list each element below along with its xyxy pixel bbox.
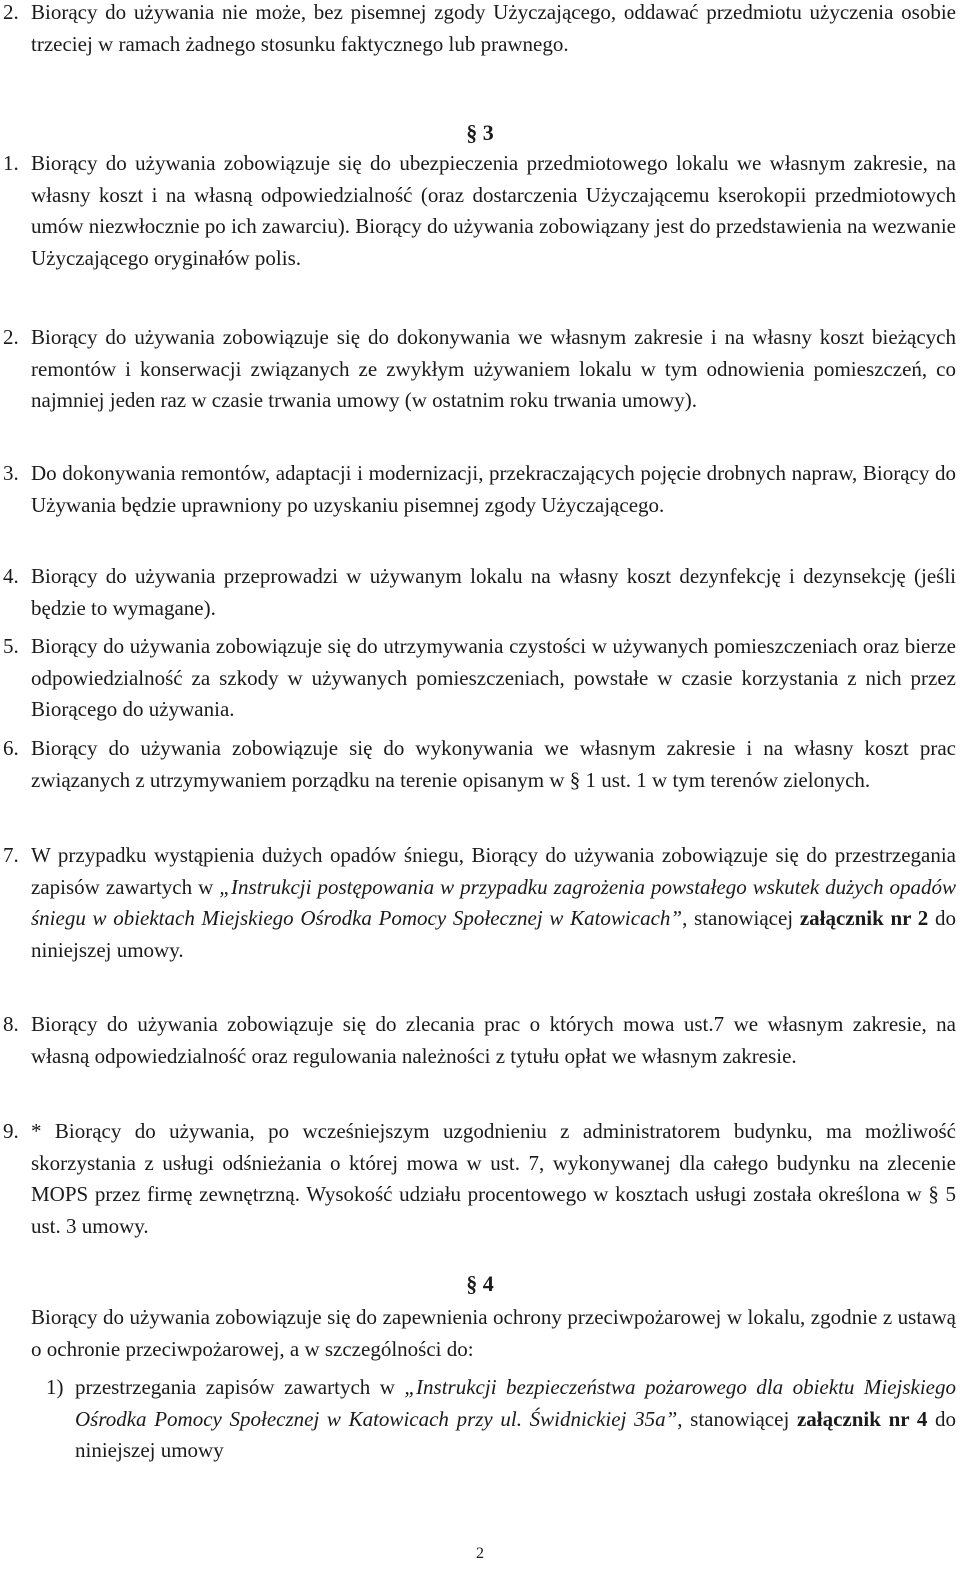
paragraph-text: Biorący do używania zobowiązuje się do ubezpieczenia przedmiotowego lokalu we własnym zakresie, na własny koszt i na własną odpowiedzialność (oraz dostarczenia Użyczającemu kserokopii przedmiotowych umów niezwłocznie po ich zawarciu). Biorący do używania zobowiązany jest do przedstawienia na wezwanie Użyczającego oryginałów polis. <box>31 151 956 270</box>
section-4-intro <box>0 1302 956 1365</box>
paragraph-text: Biorący do używania zobowiązuje się do utrzymywania czystości w używanych pomieszczeniach oraz bierze odpowiedzialność za szkody w używanych pomieszczeniach, powstałe w czasie korzystania z nich przez Biorącego do używania. <box>31 634 956 722</box>
paragraph-3-1 <box>0 148 956 274</box>
text-segment: do niniejszej umowy <box>75 1406 957 1463</box>
instruction-title: „Instrukcji bezpieczeństwa pożarowego dla obiektu Miejskiego Ośrodka Pomocy Społecznej w Katowicach przy ul. Świdnickiej 35a” <box>75 1375 957 1431</box>
paragraph-number: 9. <box>3 1119 19 1143</box>
paragraph-text: Biorący do używania zobowiązuje się do dokonywania we własnym zakresie i na własny koszt bieżących remontów i konserwacji związanych ze zwykłym używaniem lokalu w tym odnowienia pomieszczeń, co najmniej jeden raz w czasie trwania umowy (w ostatnim roku trwania umowy). <box>31 325 956 413</box>
paragraph-3-8 <box>0 1009 956 1072</box>
text-segment: W przypadku wystąpienia dużych opadów śniegu, Biorący do używania zobowiązuje się do przestrzegania zapisów zawartych w <box>31 843 956 899</box>
paragraph-text: Biorący do używania przeprowadzi w używanym lokalu na własny koszt dezynfekcję i dezynsekcję (jeśli będzie to wymagane). <box>31 564 956 620</box>
paragraph-text: Biorący do używania zobowiązuje się do wykonywania we własnym zakresie i na własny koszt prac związanych z utrzymywaniem porządku na terenie opisanym w § 1 ust. 1 w tym terenów zielonych. <box>31 736 956 792</box>
paragraph-number: 3. <box>3 461 19 485</box>
paragraph-3-7 <box>0 840 956 966</box>
paragraph-text <box>31 840 956 966</box>
text-segment: , stanowiącej <box>682 906 800 931</box>
text-segment: , stanowiącej <box>677 1406 797 1431</box>
paragraph-3-3 <box>0 458 956 521</box>
paragraph-number: 1. <box>3 151 19 175</box>
paragraph-3-6 <box>0 733 956 796</box>
paragraph-text: Biorący do używania nie może, bez pisemnej zgody Użyczającego, oddawać przedmiotu użyczenia osobie trzeciej w ramach żadnego stosunku faktycznego lub prawnego. <box>31 0 956 56</box>
paragraph-3-4 <box>0 561 956 624</box>
paragraph-number: 5. <box>3 634 19 658</box>
list-item-1 <box>0 1372 956 1467</box>
page-number: 2 <box>476 1545 484 1562</box>
attachment-reference: załącznik nr 2 <box>799 906 929 931</box>
paragraph-number: 6. <box>3 736 19 760</box>
paragraph-2-previous <box>0 0 956 60</box>
paragraph-number: 2. <box>3 325 19 349</box>
paragraph-number: 2. <box>3 0 19 24</box>
list-item-number: 1) <box>46 1375 64 1399</box>
paragraph-3-2 <box>0 322 956 417</box>
paragraph-3-9 <box>0 1116 956 1242</box>
paragraph-number: 7. <box>3 843 19 867</box>
section-4-heading: § 4 <box>466 1271 494 1296</box>
list-item-text <box>75 1372 956 1467</box>
paragraph-text: Biorący do używania zobowiązuje się do zapewnienia ochrony przeciwpożarowej w lokalu, zgodnie z ustawą o ochronie przeciwpożarowej, a w szczególności do: <box>31 1305 956 1361</box>
section-3-heading: § 3 <box>466 120 494 145</box>
attachment-reference: załącznik nr 4 <box>796 1406 928 1431</box>
paragraph-3-5 <box>0 631 956 726</box>
text-segment: przestrzegania zapisów zawartych w <box>75 1375 405 1399</box>
instruction-title: „Instrukcji postępowania w przypadku zagrożenia powstałego wskutek dużych opadów śniegu w obiektach Miejskiego Ośrodka Pomocy Społecznej w Katowicach” <box>31 874 956 931</box>
paragraph-text: * Biorący do używania, po wcześniejszym uzgodnieniu z administratorem budynku, ma możliwość skorzystania z usługi odśnieżania o której mowa w ust. 7, wykonywanej dla całego budynku na zlecenie MOPS przez firmę zewnętrzną. Wysokość udziału procentowego w kosztach usługi została określona w § 5 ust. 3 umowy. <box>31 1119 956 1238</box>
paragraph-number: 8. <box>3 1012 19 1036</box>
paragraph-text: Biorący do używania zobowiązuje się do zlecania prac o których mowa ust.7 we własnym zakresie, na własną odpowiedzialność oraz regulowania należności z tytułu opłat we własnym zakresie. <box>31 1012 956 1068</box>
text-segment: do niniejszej umowy. <box>31 906 956 962</box>
paragraph-text: Do dokonywania remontów, adaptacji i modernizacji, przekraczających pojęcie drobnych napraw, Biorący do Używania będzie uprawniony po uzyskaniu pisemnej zgody Użyczającego. <box>31 461 956 517</box>
paragraph-number: 4. <box>3 564 19 588</box>
